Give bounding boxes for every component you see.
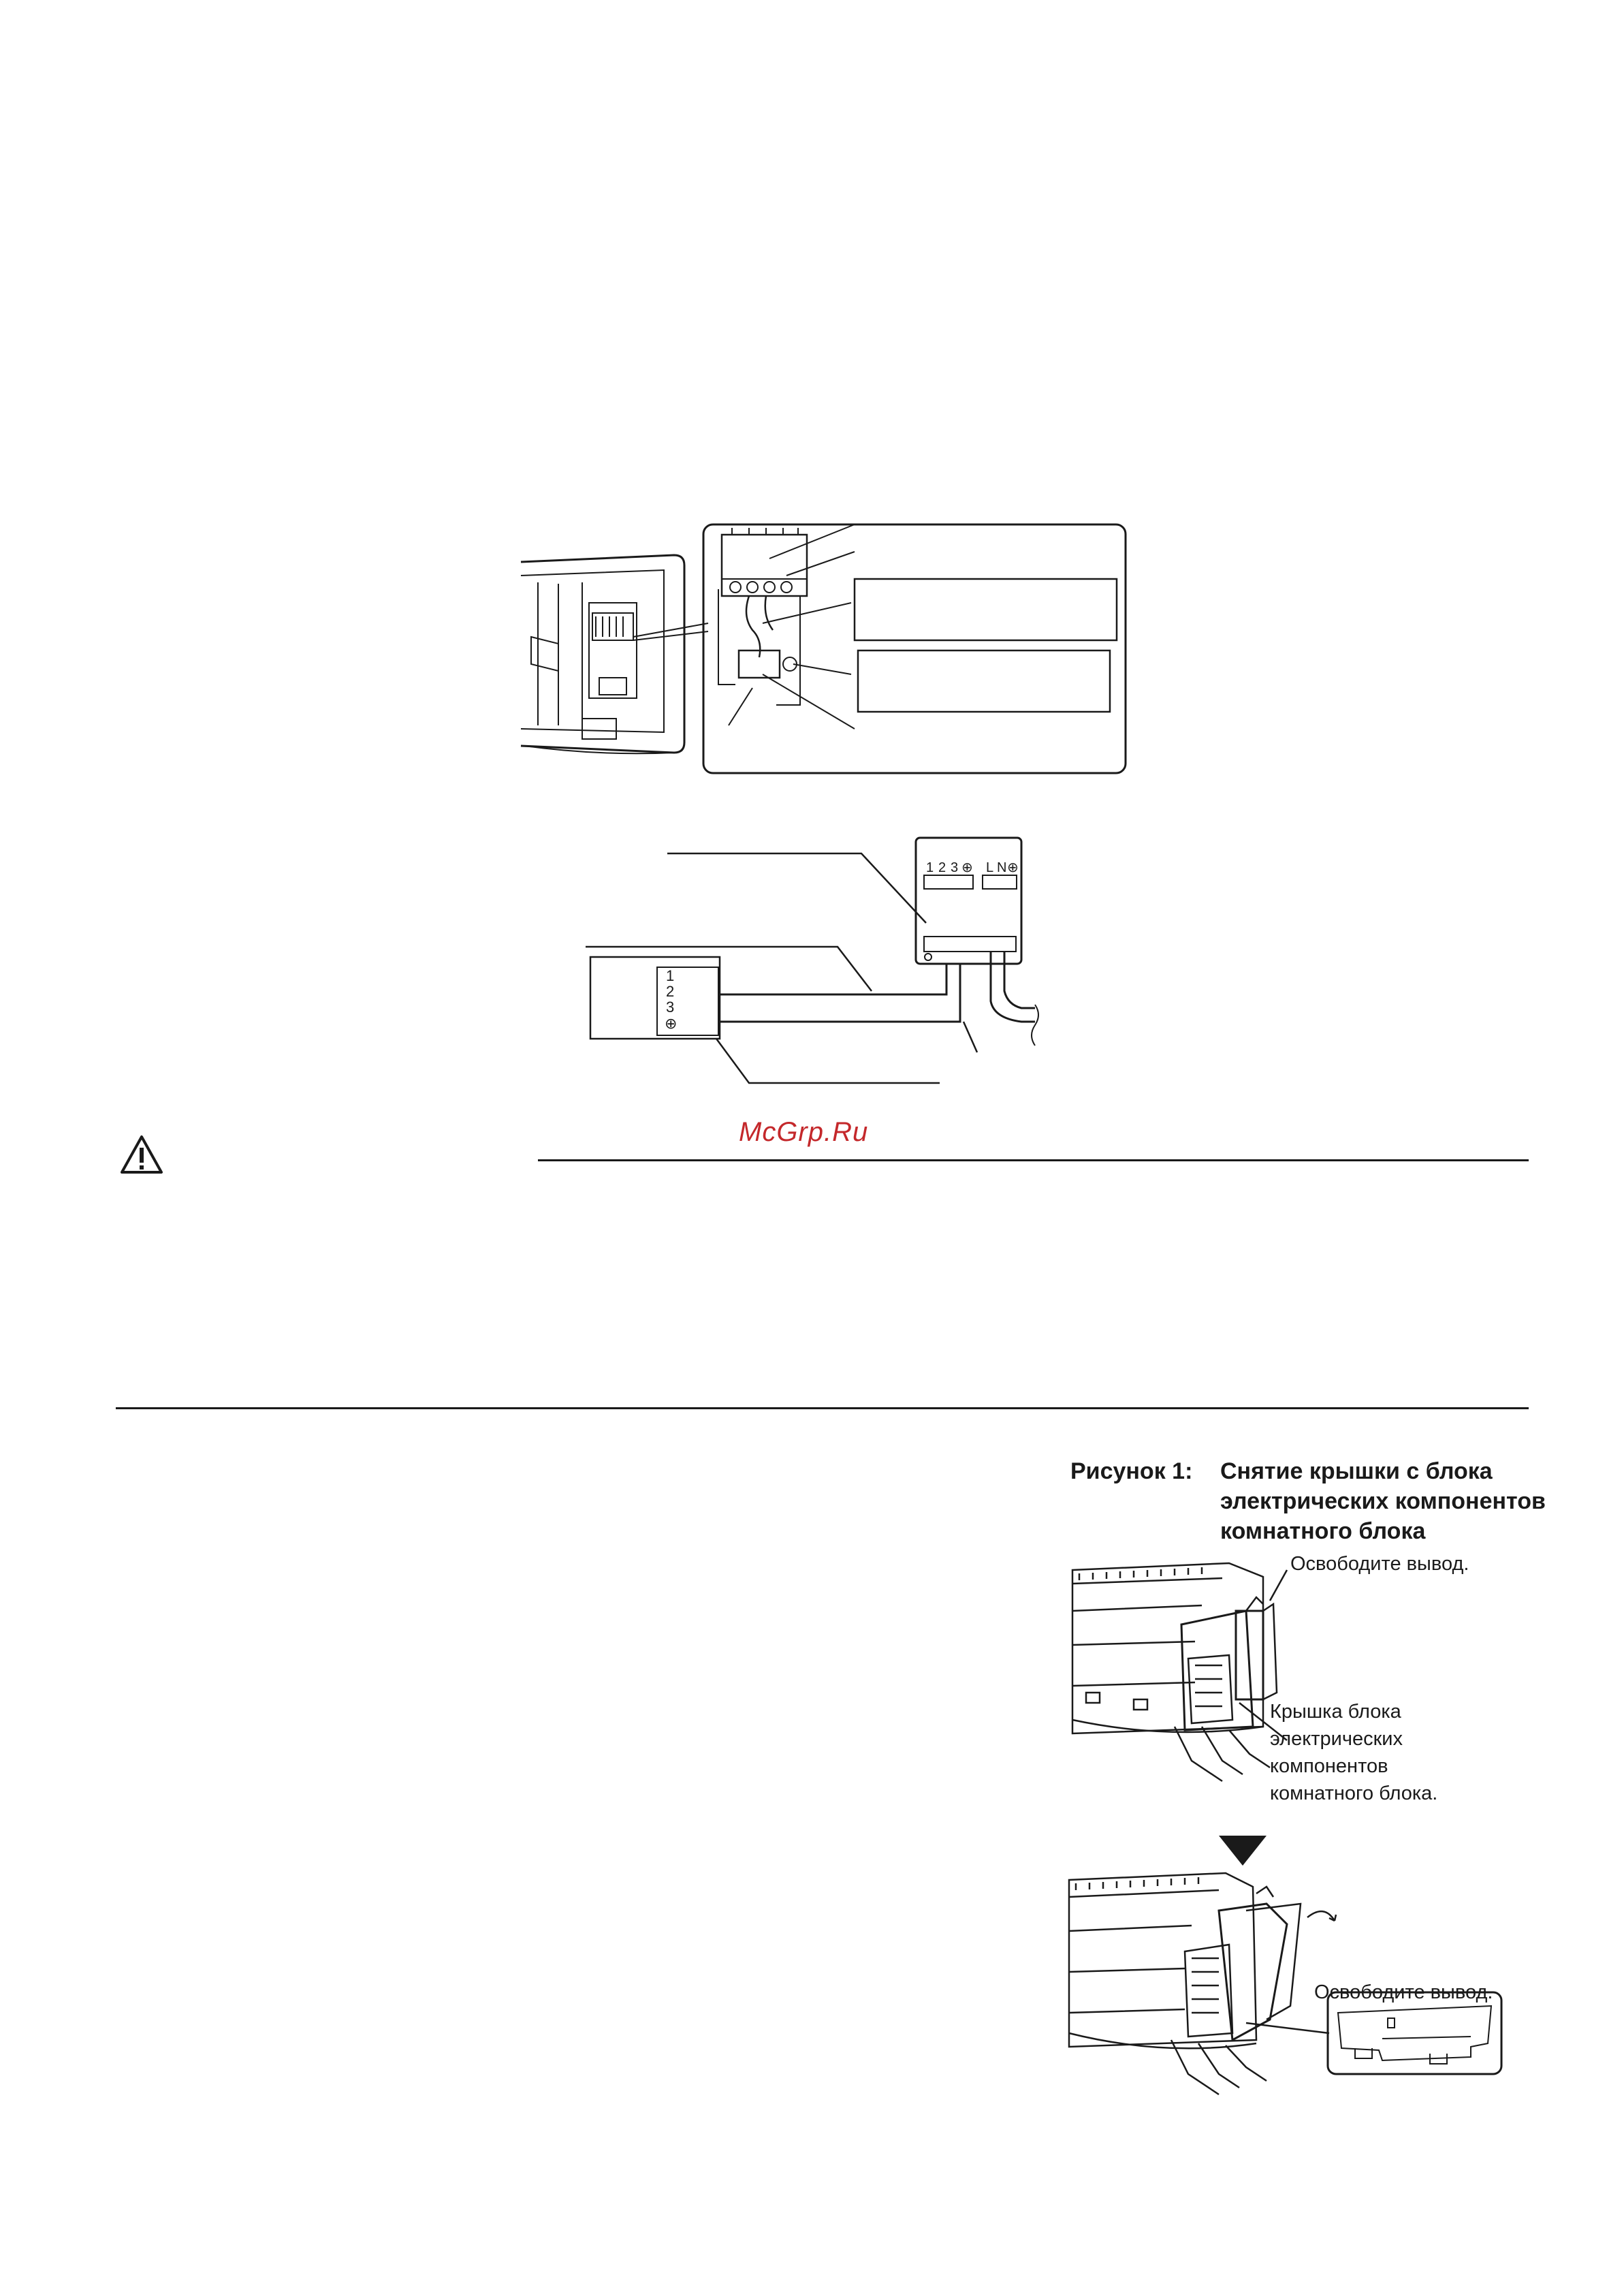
figure-title-line-1: Снятие крышки с блока (1220, 1458, 1493, 1484)
wiring-diagram (586, 834, 1117, 1107)
figure-number: Рисунок 1: (1070, 1458, 1193, 1484)
warning-rule (538, 1159, 1529, 1161)
label-cover-line-2: электрических (1270, 1728, 1403, 1750)
label-cover-line-3: компонентов (1270, 1755, 1388, 1777)
indoor-terminal-earth-2: ⊕ (1007, 860, 1019, 875)
watermark: McGrp.Ru (739, 1117, 869, 1147)
outdoor-terminal-earth: ⊕ (665, 1015, 678, 1032)
outdoor-terminal-3: 3 (666, 999, 675, 1016)
label-cover-line-1: Крышка блока (1270, 1701, 1401, 1723)
outdoor-terminal-1: 1 (666, 967, 675, 984)
label-cover (1270, 1698, 1437, 1807)
outdoor-terminal-2: 2 (666, 983, 675, 1000)
label-cover-line-4: комнатного блока. (1270, 1783, 1438, 1804)
section-divider (116, 1407, 1529, 1409)
label-release-lead-bottom: Освободите вывод. (1314, 1981, 1493, 2003)
figure-1-title (1070, 1456, 1615, 1546)
indoor-terminal-2: 2 (938, 860, 946, 875)
indoor-terminal-l: L (986, 860, 994, 875)
arrow-down-triangle-icon (1219, 1836, 1267, 1866)
indoor-terminal-earth: ⊕ (961, 860, 973, 875)
figure-title-line-3: комнатного блока (1220, 1518, 1426, 1544)
label-release-lead-top: Освободите вывод. (1290, 1553, 1469, 1575)
indoor-terminal-1: 1 (926, 860, 934, 875)
terminal-block-illustration (518, 521, 1130, 780)
warning-triangle-icon (119, 1134, 164, 1175)
figure-title-line-2: электрических компонентов (1220, 1488, 1546, 1514)
indoor-terminal-3: 3 (951, 860, 959, 875)
indoor-terminal-n: N (997, 860, 1007, 875)
